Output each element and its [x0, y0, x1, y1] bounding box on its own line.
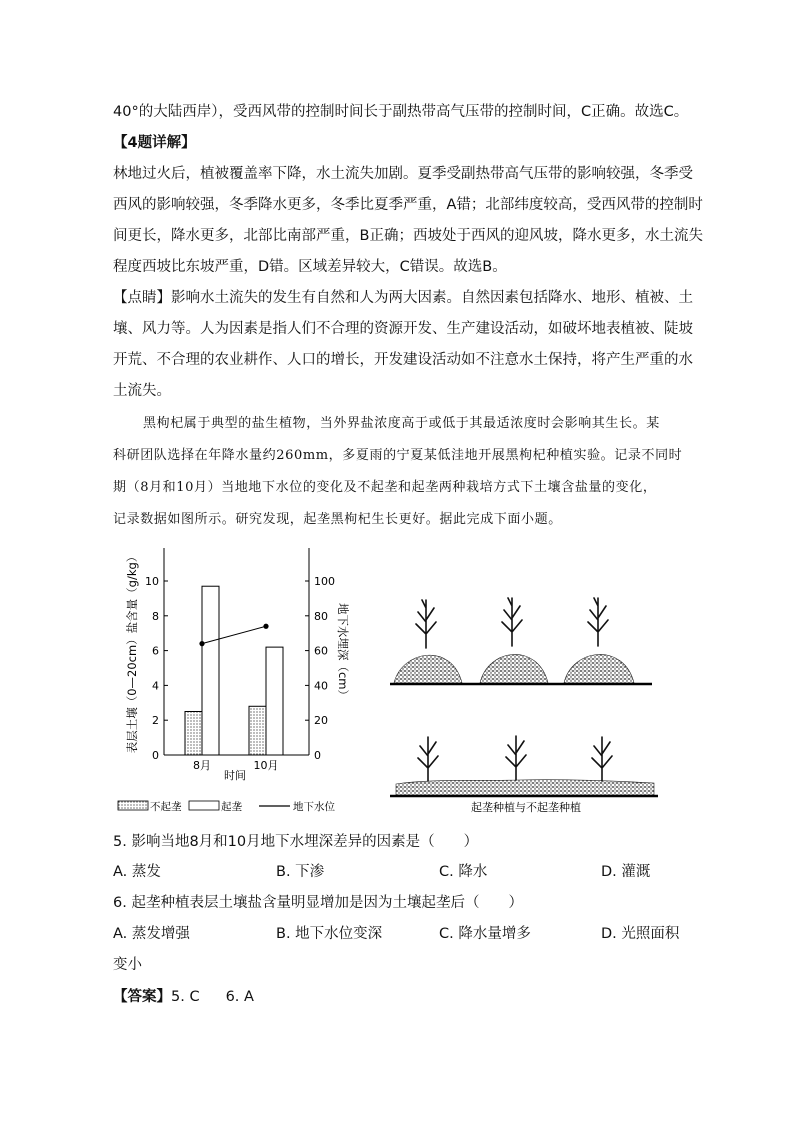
question-stem: 5. 影响当地8月和10月地下水埋深差异的因素是（ ）	[113, 834, 479, 850]
y2-axis-label: 地下水埋深（cm）	[336, 602, 350, 702]
y2-tick-label: 0	[314, 749, 321, 762]
option: A. 蒸发	[113, 864, 161, 880]
question-stem: 6. 起垄种植表层土壤盐含量明显增加是因为土壤起垄后（ ）	[113, 895, 523, 911]
text-line: 西风的影响较强，冬季降水更多，冬季比夏季严重，A错；北部纬度较高，受西风带的控制时	[113, 197, 703, 213]
x-axis-label: 时间	[224, 769, 246, 782]
x-tick-label: 10月	[253, 759, 279, 772]
y-tick-label: 2	[152, 714, 159, 728]
y2-tick-label: 20	[314, 714, 328, 728]
answer-label: 【答案】	[113, 989, 171, 1005]
legend-swatch-dotted	[118, 801, 148, 810]
ridge-planting-diagram	[388, 590, 660, 816]
plant-icon	[592, 737, 612, 781]
bar-no-ridge	[185, 712, 202, 756]
option-continuation: 变小	[113, 957, 142, 973]
x-tick-label: 8月	[193, 759, 211, 772]
y-tick-label: 4	[152, 679, 159, 693]
option: D. 灌溉	[601, 864, 651, 880]
y2-tick-label: 80	[314, 609, 328, 623]
y2-tick-label: 40	[314, 679, 328, 693]
intro-line: 期（8月和10月）当地地下水位的变化及不起垄和起垄两种栽培方式下土壤含盐量的变化，	[113, 480, 657, 495]
plant-icon	[588, 598, 608, 646]
diagram-caption: 起垄种植与不起垄种植	[471, 801, 581, 814]
text-line: 土流失。	[113, 383, 171, 399]
answer-item: 6. A	[225, 989, 254, 1005]
salt-groundwater-chart	[112, 540, 362, 820]
bar-ridge	[266, 647, 283, 755]
groundwater-point	[199, 641, 204, 646]
answer-item: 5. C	[171, 989, 200, 1005]
legend-label: 不起垄	[150, 801, 182, 813]
y-tick-label: 8	[152, 609, 159, 623]
text-line: 间更长，降水更多，北部比南部严重，B正确；西坡处于西风的迎风坡，降水更多，水土流失	[113, 228, 703, 244]
ridge-mound	[394, 655, 462, 683]
option: B. 地下水位变深	[276, 926, 383, 942]
intro-line: 黑枸杞属于典型的盐生植物，当外界盐浓度高于或低于其最适浓度时会影响其生长。某	[143, 416, 660, 431]
answer-line	[113, 987, 254, 1007]
intro-line: 记录数据如图所示。研究发现，起垄黑枸杞生长更好。据此完成下面小题。	[113, 512, 562, 527]
option: C. 降水量增多	[439, 926, 531, 942]
y-tick-label: 6	[152, 644, 159, 658]
groundwater-point	[263, 624, 268, 629]
section-heading: 【4题详解】	[113, 135, 196, 151]
plant-icon	[418, 737, 438, 781]
y-axis-label: 表层土壤（0—20cm）盐含量（g/kg）	[125, 550, 139, 754]
y2-tick-label: 60	[314, 644, 328, 658]
bar-no-ridge	[249, 706, 266, 755]
legend-swatch-white	[189, 801, 219, 810]
text-line: 壤、风力等。人为因素是指人们不合理的资源开发、生产建设活动，如破坏地表植被、陡坡	[113, 321, 693, 337]
text-line: 40°的大陆西岸），受西风带的控制时间长于副热带高气压带的控制时间，C正确。故选C。	[113, 104, 689, 120]
ridge-mound	[480, 654, 548, 683]
legend-label: 地下水位	[293, 801, 335, 813]
flat-soil	[396, 780, 654, 795]
legend-label: 起垄	[221, 801, 242, 813]
y-tick-label: 10	[145, 575, 159, 588]
bar-ridge	[202, 586, 219, 755]
plant-icon	[502, 598, 522, 646]
option: B. 下渗	[276, 864, 325, 880]
y-tick-label: 0	[152, 749, 159, 762]
plant-icon	[506, 736, 526, 780]
ridge-mound	[564, 654, 634, 683]
plant-icon	[416, 600, 436, 648]
option: A. 蒸发增强	[113, 926, 190, 942]
text-line: 林地过火后，植被覆盖率下降，水土流失加剧。夏季受副热带高气压带的影响较强，冬季受	[113, 166, 693, 182]
text-line: 开荒、不合理的农业耕作、人口的增长，开发建设活动如不注意水土保持，将产生严重的水	[113, 352, 693, 368]
text-line: 程度西坡比东坡严重，D错。区域差异较大，C错误。故选B。	[113, 259, 507, 275]
option: D. 光照面积	[601, 926, 680, 942]
y2-tick-label: 100	[314, 575, 335, 588]
option: C. 降水	[439, 864, 488, 880]
intro-line: 科研团队选择在年降水量约260mm，多夏雨的宁夏某低洼地开展黑枸杞种植实验。记录不同时	[113, 448, 683, 463]
tip-paragraph-line: 【点睛】影响水土流失的发生有自然和人为两大因素。自然因素包括降水、地形、植被、土	[113, 290, 693, 306]
